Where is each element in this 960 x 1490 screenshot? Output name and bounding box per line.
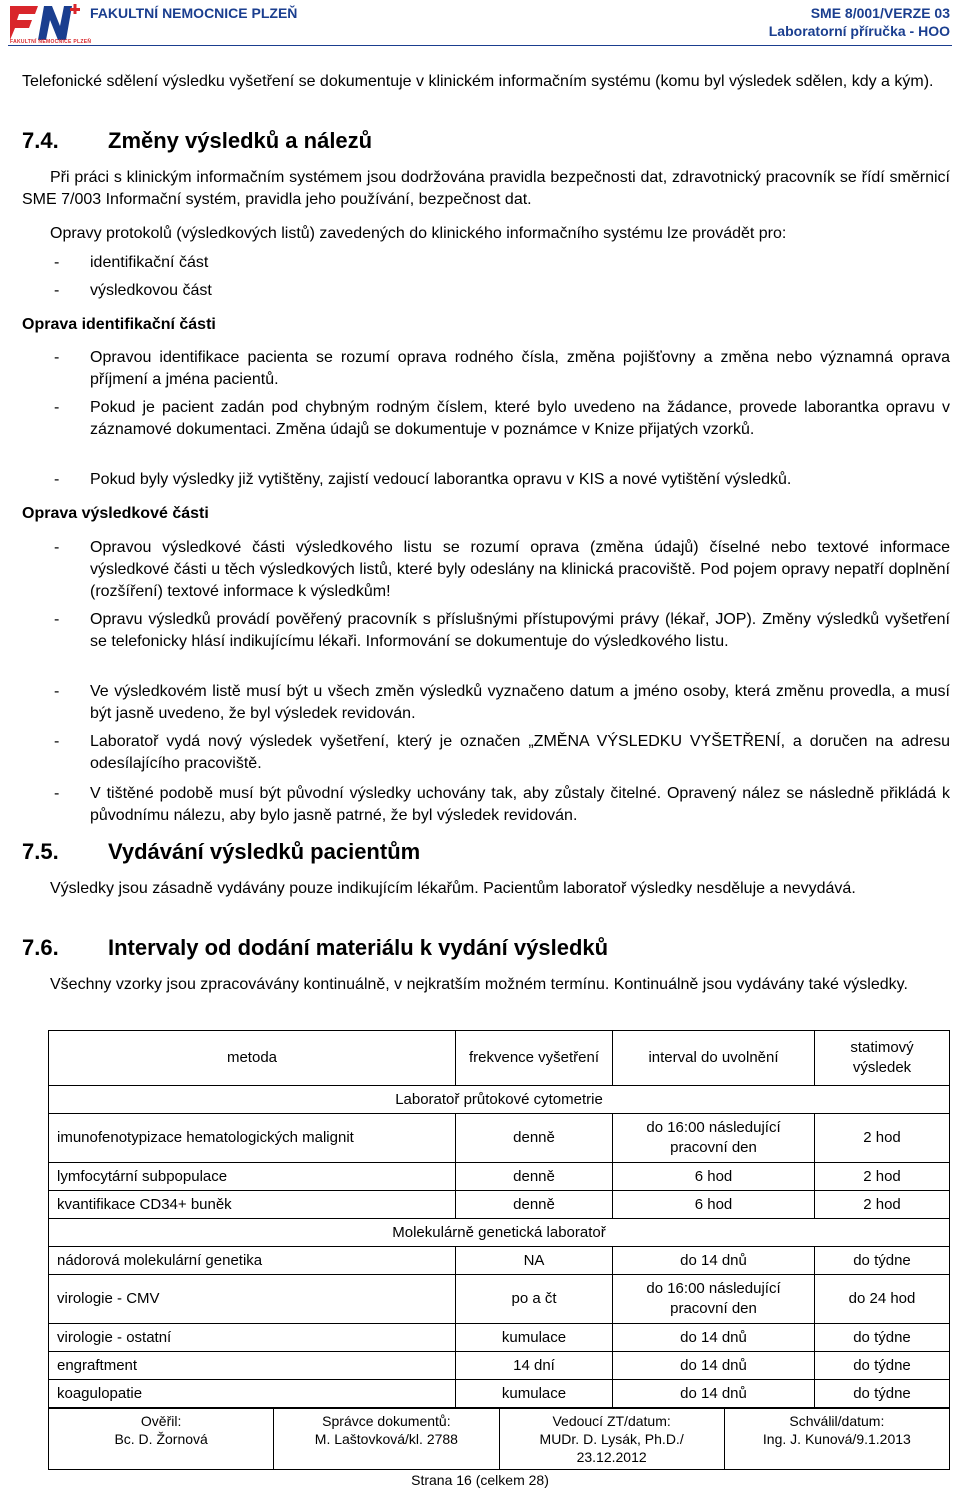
cell-interval: do 14 dnů	[613, 1380, 815, 1408]
footer-value: MUDr. D. Lysák, Ph.D./ 23.12.2012	[539, 1431, 684, 1465]
section-title: Změny výsledků a nálezů	[108, 128, 373, 153]
cell-stat: 2 hod	[815, 1114, 950, 1163]
page-header	[0, 0, 960, 46]
table-row	[49, 1352, 950, 1380]
table-row	[49, 1380, 950, 1408]
section-heading-7-4	[22, 127, 372, 155]
table-section-row	[49, 1219, 950, 1247]
section-heading-7-6	[22, 934, 608, 962]
cell-interval: do 14 dnů	[613, 1352, 815, 1380]
list-bullet: -	[54, 254, 60, 271]
footer-value: M. Laštovková/kl. 2788	[314, 1431, 458, 1447]
table-row	[49, 1114, 950, 1163]
header-divider	[8, 45, 952, 46]
cell-interval: 6 hod	[613, 1191, 815, 1219]
cell-interval: do 16:00 následující pracovní den	[613, 1275, 815, 1324]
cell-frequency: denně	[456, 1163, 613, 1191]
cell-frequency: po a čt	[456, 1275, 613, 1324]
cell-stat: do týdne	[815, 1352, 950, 1380]
table-row	[49, 1324, 950, 1352]
document-code: SME 8/001/VERZE 03	[810, 5, 950, 21]
section-number: 7.6.	[22, 935, 59, 960]
page-number: Strana 16 (celkem 28)	[411, 1472, 549, 1488]
cell-frequency: kumulace	[456, 1380, 613, 1408]
cell-stat: do týdne	[815, 1247, 950, 1275]
section-number: 7.5.	[22, 839, 59, 864]
footer-cell-approved	[724, 1409, 949, 1470]
hospital-name: FAKULTNÍ NEMOCNICE PLZEŇ	[90, 5, 298, 21]
list-item: Pokud byly výsledky již vytištěny, zajistí vedoucí laborantka opravu v KIS a nové vytištění výsledků.	[90, 471, 792, 488]
section-cell: Molekulárně genetická laboratoř	[49, 1219, 950, 1247]
list-bullet: -	[54, 785, 60, 802]
section-title: Vydávání výsledků pacientům	[108, 839, 421, 864]
section-number: 7.4.	[22, 128, 59, 153]
paragraph: Všechny vzorky jsou zpracovávány kontinuálně, v nejkratším možném termínu. Kontinuálně jsou vydávány také výsledky.	[50, 976, 908, 993]
list-bullet: -	[54, 611, 60, 628]
intro-paragraph: Telefonické sdělení výsledku vyšetření se dokumentuje v klinickém informačním systému (komu byl výsledek sdělen, kdy a kým).	[22, 73, 934, 90]
table-row	[49, 1191, 950, 1219]
list-item: V tištěné podobě musí být původní výsledky uchovány tak, aby zůstaly čitelné. Opravený nález se následně přikládá k původnímu nálezu, aby bylo jasně patrné, že byl výsledek revidován.	[90, 785, 950, 824]
list-bullet: -	[54, 282, 60, 299]
footer-cell-doc-admin	[274, 1409, 499, 1470]
subheading: Oprava výsledkové části	[22, 505, 209, 522]
list-item: Laboratoř vydá nový výsledek vyšetření, který je označen „ZMĚNA VÝSLEDKU VYŠETŘENÍ, a doručen na adresu odesílajícího pracoviště.	[90, 733, 950, 772]
cell-frequency: denně	[456, 1114, 613, 1163]
approval-footer	[48, 1408, 950, 1470]
table-row	[49, 1275, 950, 1324]
footer-value: Ing. J. Kunová/9.1.2013	[762, 1431, 911, 1447]
paragraph: Při práci s klinickým informačním systémem jsou dodržována pravidla bezpečnosti dat, zdravotnický pracovník se řídí směrnicí SME 7/003 Informační systém, pravidla jeho používání, bezpečnost dat.	[22, 169, 950, 208]
cell-method: kvantifikace CD34+ buněk	[49, 1191, 456, 1219]
cell-method: lymfocytární subpopulace	[49, 1163, 456, 1191]
logo-caption: FAKULTNÍ NEMOCNICE PLZEŇ	[10, 39, 92, 45]
section-heading-7-5	[22, 838, 420, 866]
cell-frequency: NA	[456, 1247, 613, 1275]
list-item: Opravou identifikace pacienta se rozumí oprava rodného čísla, změna pojišťovny a změna nebo významná oprava příjmení a jména pacientů.	[90, 349, 950, 388]
cell-interval: do 16:00 následující pracovní den	[613, 1114, 815, 1163]
list-bullet: -	[54, 683, 60, 700]
header-cell: statimový výsledek	[815, 1031, 950, 1086]
cell-method: nádorová molekulární genetika	[49, 1247, 456, 1275]
subheading: Oprava identifikační části	[22, 316, 216, 333]
header-cell: frekvence vyšetření	[456, 1031, 613, 1086]
cell-method: koagulopatie	[49, 1380, 456, 1408]
list-item: identifikační část	[90, 254, 209, 271]
section-cell: Laboratoř průtokové cytometrie	[49, 1086, 950, 1114]
cell-frequency: kumulace	[456, 1324, 613, 1352]
footer-label: Schválil/datum:	[789, 1413, 885, 1429]
cell-stat: do 24 hod	[815, 1275, 950, 1324]
footer-label: Vedoucí ZT/datum:	[552, 1413, 671, 1429]
hospital-logo-icon	[8, 2, 82, 44]
header-cell: metoda	[49, 1031, 456, 1086]
turnaround-table	[48, 1030, 950, 1408]
cell-stat: do týdne	[815, 1380, 950, 1408]
footer-value: Bc. D. Žornová	[114, 1431, 208, 1447]
list-item: Pokud je pacient zadán pod chybným rodným číslem, které bylo uvedeno na žádance, provede laborantka opravu v záznamové dokumentaci. Změna údajů se dokumentuje v poznámce v Knize přijatých vzorků.	[90, 399, 950, 438]
paragraph: Výsledky jsou zásadně vydávány pouze indikujícím lékařům. Pacientům laboratoř výsledky nesděluje a nevydává.	[50, 880, 856, 897]
cell-interval: 6 hod	[613, 1163, 815, 1191]
list-item: Ve výsledkovém listě musí být u všech změn výsledků vyznačeno datum a jméno osoby, která změnu provedla, a musí být jasně uvedeno, že byl výsledek revidován.	[90, 683, 950, 722]
list-bullet: -	[54, 399, 60, 416]
cell-method: imunofenotypizace hematologických malignit	[49, 1114, 456, 1163]
list-bullet: -	[54, 471, 60, 488]
document-title: Laboratorní příručka - HOO	[768, 23, 950, 39]
table-header-row	[49, 1031, 950, 1086]
list-bullet: -	[54, 349, 60, 366]
section-title: Intervaly od dodání materiálu k vydání výsledků	[108, 935, 609, 960]
cell-interval: do 14 dnů	[613, 1247, 815, 1275]
cell-method: engraftment	[49, 1352, 456, 1380]
cell-stat: 2 hod	[815, 1191, 950, 1219]
cell-frequency: 14 dní	[456, 1352, 613, 1380]
list-bullet: -	[54, 733, 60, 750]
header-cell: interval do uvolnění	[613, 1031, 815, 1086]
table-row	[49, 1247, 950, 1275]
table-section-row	[49, 1086, 950, 1114]
footer-label: Ověřil:	[140, 1413, 182, 1429]
footer-cell-head	[499, 1409, 724, 1470]
cell-stat: do týdne	[815, 1324, 950, 1352]
list-item: Opravou výsledkové části výsledkového listu se rozumí oprava (změna údajů) číselné nebo textové informace výsledkové části u těch výsledkových listů, které byly odeslány na klinická pracoviště. Pod pojem opravy nepatří doplnění (rozšíření) textové informace k výsledkům!	[90, 539, 950, 600]
paragraph: Opravy protokolů (výsledkových listů) zavedených do klinického informačního systému lze provádět pro:	[50, 225, 787, 242]
cell-method: virologie - CMV	[49, 1275, 456, 1324]
cell-method: virologie - ostatní	[49, 1324, 456, 1352]
cell-interval: do 14 dnů	[613, 1324, 815, 1352]
table-row	[49, 1163, 950, 1191]
cell-frequency: denně	[456, 1191, 613, 1219]
footer-label: Správce dokumentů:	[322, 1413, 451, 1429]
list-item: Opravu výsledků provádí pověřený pracovník s příslušnými přístupovými právy (lékař, JOP). Změny výsledků vyšetření se telefonicky hlásí indikujícímu lékaři. Informování se dokumentuje do výsledkového listu.	[90, 611, 950, 650]
list-item: výsledkovou část	[90, 282, 212, 299]
footer-cell-verified	[49, 1409, 274, 1470]
cell-stat: 2 hod	[815, 1163, 950, 1191]
list-bullet: -	[54, 539, 60, 556]
